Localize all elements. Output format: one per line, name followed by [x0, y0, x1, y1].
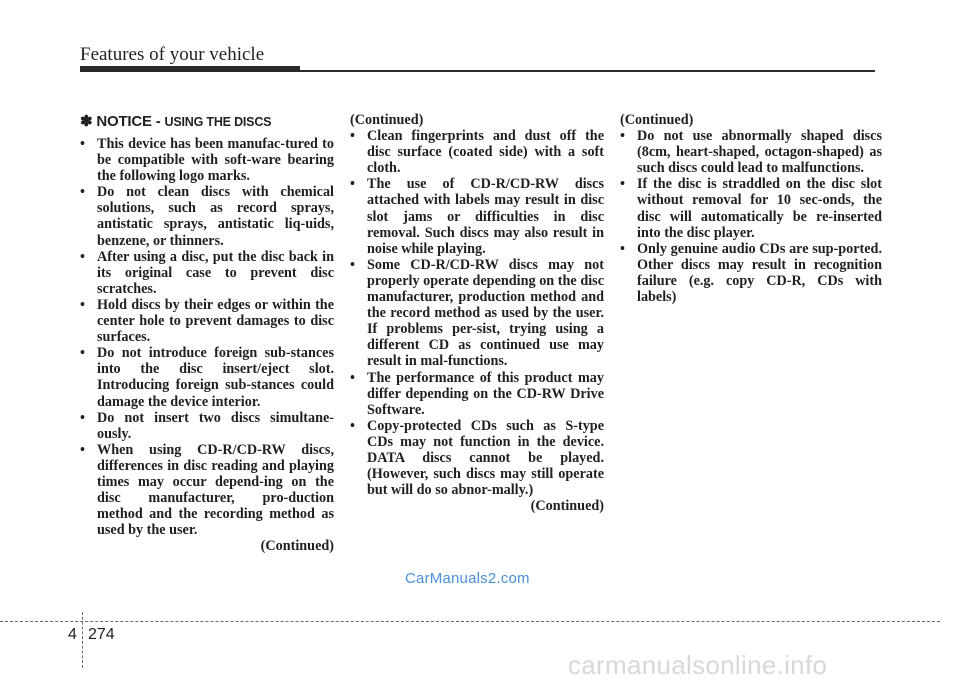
column-1: [80, 112, 334, 554]
header-rule-thick: [80, 66, 300, 72]
continued-label: (Continued): [260, 538, 334, 555]
bullet-list: [350, 128, 604, 498]
asterisk-icon: ✽: [80, 113, 93, 130]
list-item: • When using CD-R/CD-RW discs, differences in disc reading and playing times may occur depend-ing on the disc manufacturer, pro-duction method and the recording method as used by the user.: [80, 441, 334, 539]
list-item: • Do not use abnormally shaped discs (8cm, heart-shaped, octagon-shaped) as such discs could lead to malfunctions.: [620, 128, 882, 177]
continued-label: (Continued): [620, 112, 694, 128]
list-item: • If the disc is straddled on the disc slot without removal for 10 sec-onds, the disc will automatically be re-inserted into the disc player.: [620, 176, 882, 241]
footer-dashed-rule: [0, 621, 940, 622]
list-item: • Clean fingerprints and dust off the disc surface (coated side) with a soft cloth.: [350, 128, 604, 177]
header-rule-thin: [300, 70, 875, 72]
column-2: [350, 112, 604, 514]
list-item: • Do not clean discs with chemical solutions, such as record sprays, antistatic sprays, antistatic liq-uids, benzene, or thinners.: [80, 184, 334, 249]
continued-label: (Continued): [350, 112, 424, 128]
page-number: 274: [88, 626, 115, 643]
list-item: • The performance of this product may differ depending on the CD-RW Drive Software.: [350, 369, 604, 418]
list-item: • Some CD-R/CD-RW discs may not properly operate depending on the disc manufacturer, production method and the record method as used by the user. If problems per-sist, trying using a different CD as continued use may result in mal-functions.: [350, 256, 604, 370]
notice-subtitle: USING THE DISCS: [164, 115, 272, 129]
list-item: • The use of CD-R/CD-RW discs attached with labels may result in disc slot jams or difficulties in disc removal. Such discs may also result in noise while playing.: [350, 176, 604, 257]
page-header-title: Features of your vehicle: [80, 44, 265, 65]
list-item: • Hold discs by their edges or within the center hole to prevent damages to disc surfaces.: [80, 296, 334, 346]
footer-dashed-divider: [82, 612, 83, 668]
bullet-list: [620, 128, 882, 305]
section-number: 4: [68, 626, 77, 643]
list-item: • Only genuine audio CDs are sup-ported. Other discs may result in recognition failure (e.g. copy CD-R, CDs with labels): [620, 240, 882, 306]
site-watermark: carmanualsonline.info: [568, 650, 828, 680]
bullet-list: [80, 136, 334, 538]
notice-label: NOTICE -: [96, 113, 165, 130]
continued-label: (Continued): [530, 498, 604, 515]
list-item: • Do not insert two discs simultane-ously.: [80, 409, 334, 442]
list-item: • Copy-protected CDs such as S-type CDs may not function in the device. DATA discs cannot be played. (However, such discs may still operate but will do so abnor-mally.): [350, 417, 604, 499]
column-3: [620, 112, 882, 305]
carmanuals-watermark[interactable]: CarManuals2.com: [405, 570, 530, 587]
list-item: • After using a disc, put the disc back in its original case to prevent disc scratches.: [80, 248, 334, 297]
notice-heading: [80, 112, 334, 132]
list-item: • This device has been manufac-tured to be compatible with soft-ware bearing the following logo marks.: [80, 136, 334, 185]
list-item: • Do not introduce foreign sub-stances into the disc insert/eject slot. Introducing foreign sub-stances could damage the device interior.: [80, 345, 334, 410]
